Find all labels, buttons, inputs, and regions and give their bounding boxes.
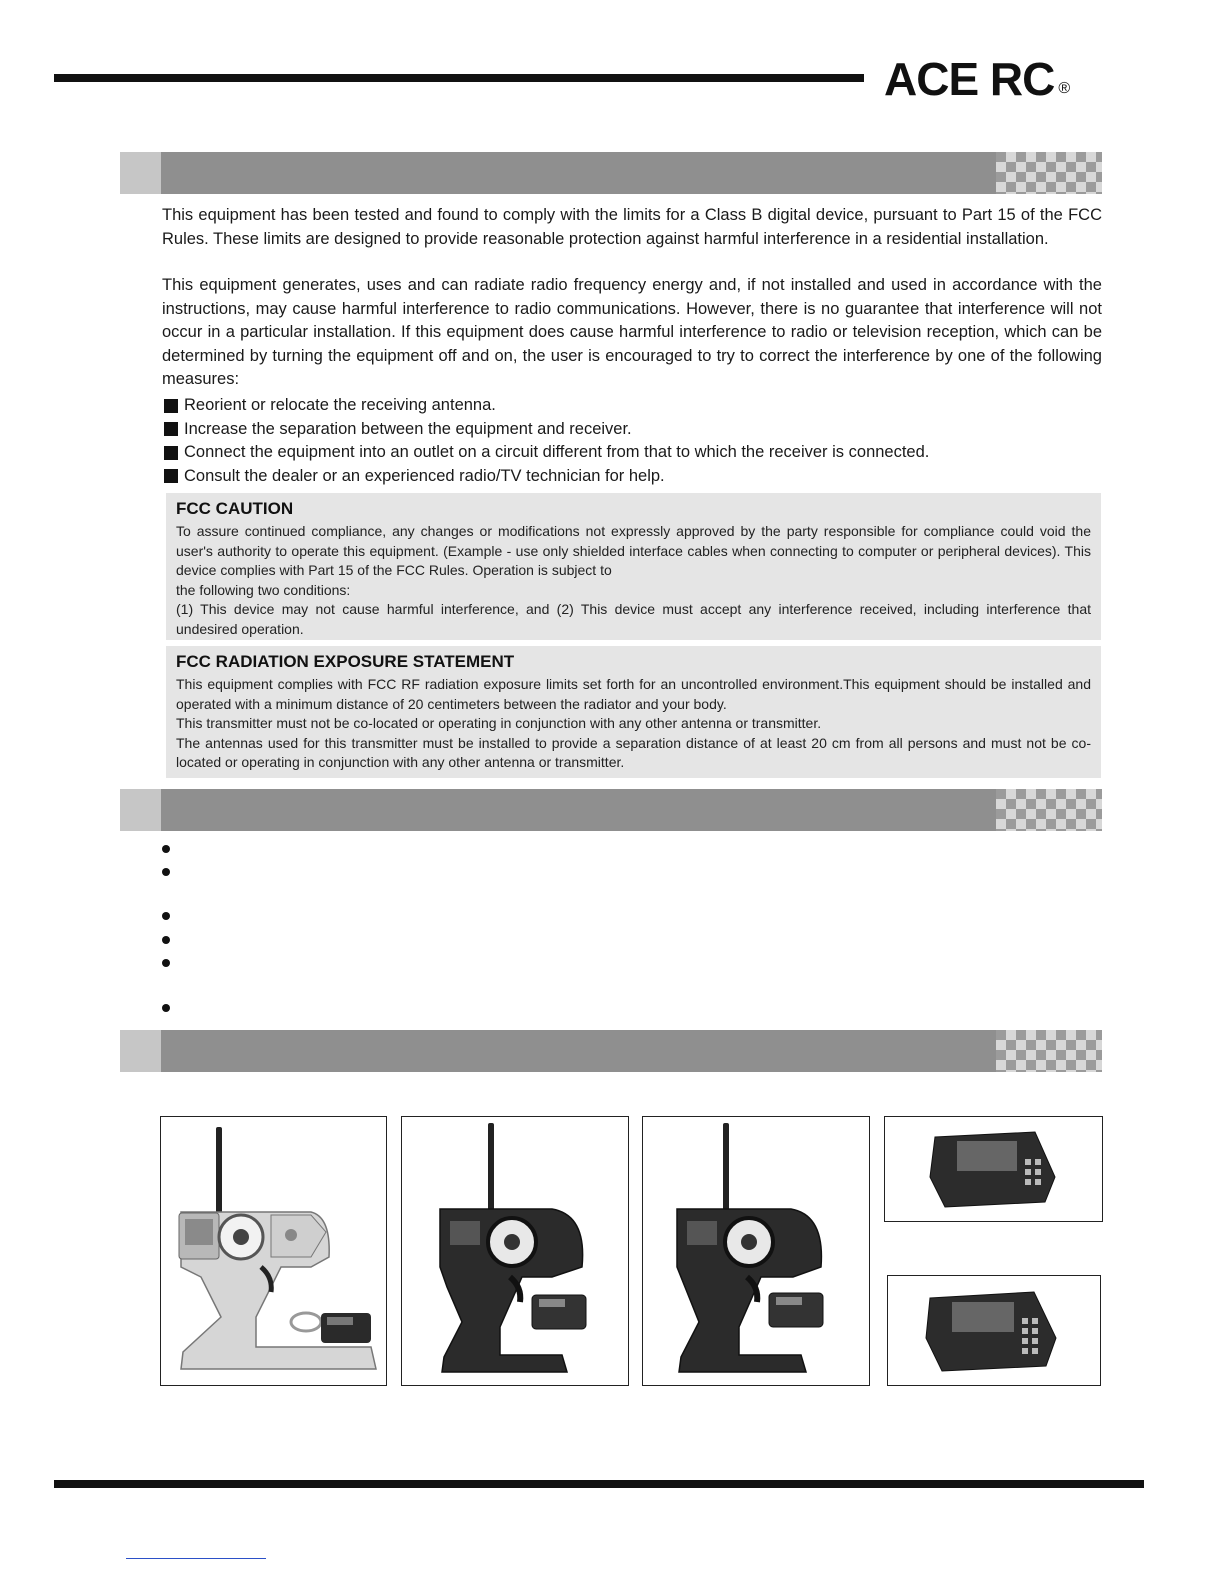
footer-link-underline (126, 1558, 266, 1559)
checkered-flag-pattern (996, 789, 1102, 831)
fcc-paragraph-2: This equipment generates, uses and can radiate radio frequency energy and, if not installed and used in accordance with the instructions, may cause harmful interference to radio communications. However, there is no guarantee that interference will not occur in a particular installation. If this equipment does cause harmful interference to radio or television reception, which can be determined by turning the equipment off and on, the user is encouraged to try to correct the interference by one of the following measures: (162, 276, 1102, 388)
dot-bullet-icon (162, 959, 170, 967)
caution-text-2: the following two conditions: (176, 581, 351, 598)
caution-text-3: (1) This device may not cause harmful interference, and (2) This device must accept any interference received, including interference that undesired operation. (176, 601, 1091, 637)
receiver-illustration (888, 1276, 1100, 1385)
radiation-title: FCC RADIATION EXPOSURE STATEMENT (176, 652, 515, 671)
dot-bullet-icon (162, 936, 170, 944)
registered-mark: ® (1058, 80, 1070, 97)
checkered-flag-pattern (996, 152, 1102, 194)
product-image-transmitter-black (401, 1116, 629, 1386)
transmitter-silver-illustration (161, 1117, 386, 1385)
dot-bullet-icon (162, 868, 170, 876)
section-bar-fcc (120, 152, 1102, 194)
footer-rule (54, 1480, 1144, 1488)
product-image-transmitter-black-2 (642, 1116, 870, 1386)
empty-bullet-list (160, 838, 180, 1018)
section-tab (120, 789, 161, 831)
list-item: Reorient or relocate the receiving antenna. (164, 394, 1064, 418)
checkered-flag-pattern (996, 1030, 1102, 1072)
square-bullet-icon (164, 469, 178, 483)
transmitter-black-illustration (643, 1117, 869, 1385)
square-bullet-icon (164, 399, 178, 413)
logo-text: ACE RC (884, 53, 1055, 105)
radiation-text-3: The antennas used for this transmitter must be installed to provide a separation distance of at least 20 cm from all persons and must not be co-located or operating in conjunction with any other antenna or transmitter. (176, 734, 1091, 770)
receiver-illustration (885, 1117, 1102, 1221)
dot-bullet-icon (162, 912, 170, 920)
fcc-paragraph-1: This equipment has been tested and found to comply with the limits for a Class B digital device, pursuant to Part 15 of the FCC Rules. These limits are designed to provide reasonable protection against harmful interference in a residential installation. (162, 206, 1102, 248)
section-bar-2 (120, 789, 1102, 831)
fcc-caution-box (166, 493, 1101, 640)
caution-text-1: To assure continued compliance, any changes or modifications not expressly approved by the party responsible for compliance could void the user's authority to operate this equipment. (Example - use only shielded interface cables when connecting to computer or peripheral devices). This device complies with Part 15 of the FCC Rules. Operation is subject to (176, 523, 1091, 578)
dot-bullet-icon (162, 1004, 170, 1012)
section-tab (120, 1030, 161, 1072)
dot-bullet-icon (162, 845, 170, 853)
section-tab (120, 152, 161, 194)
interference-measures-list (164, 394, 1064, 488)
header-rule (54, 74, 864, 82)
list-item: Consult the dealer or an experienced radio/TV technician for help. (164, 465, 1064, 489)
fcc-radiation-box (166, 646, 1101, 778)
caution-title: FCC CAUTION (176, 499, 294, 518)
brand-logo (884, 54, 1069, 114)
square-bullet-icon (164, 446, 178, 460)
square-bullet-icon (164, 422, 178, 436)
radiation-text-1: This equipment complies with FCC RF radiation exposure limits set forth for an uncontrolled environment.This equipment should be installed and operated with a minimum distance of 20 centimeters between the radiator and your body. (176, 676, 1091, 712)
radiation-text-2: This transmitter must not be co-located or operating in conjunction with any other antenna or transmitter. (176, 715, 822, 731)
product-image-receiver-1 (884, 1116, 1103, 1222)
product-image-receiver-2 (887, 1275, 1101, 1386)
list-item: Connect the equipment into an outlet on a circuit different from that to which the receiver is connected. (164, 441, 1064, 465)
list-item: Increase the separation between the equipment and receiver. (164, 418, 1064, 442)
transmitter-black-illustration (402, 1117, 628, 1385)
section-bar-3 (120, 1030, 1102, 1072)
product-image-transmitter-silver (160, 1116, 387, 1386)
